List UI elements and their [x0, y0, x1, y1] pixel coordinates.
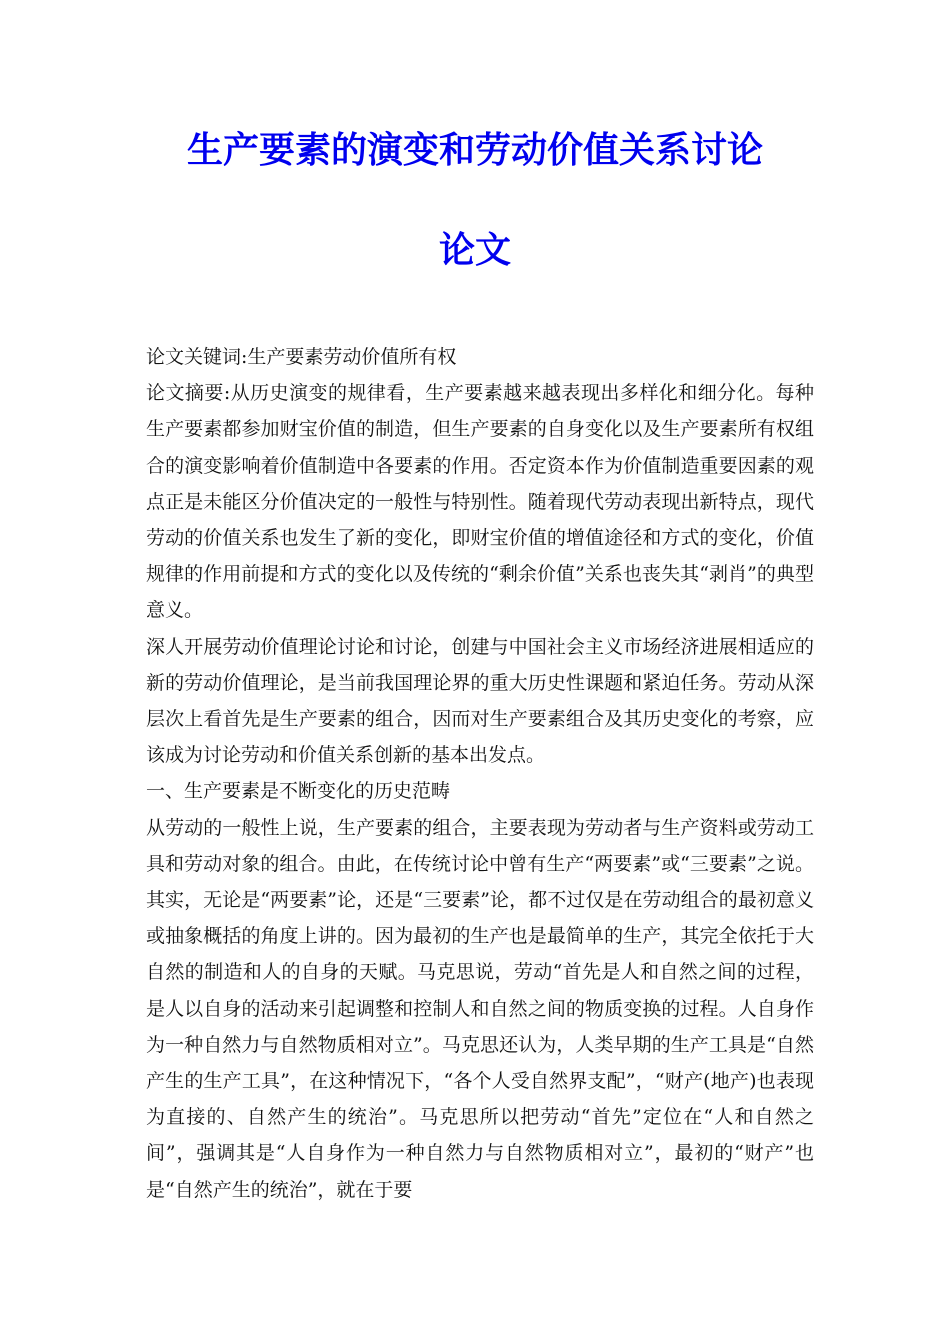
abstract-paragraph: 论文摘要:从历史演变的规律看，生产要素越来越表现出多样化和细分化。每种生产要素都参加财宝价值的制造，但生产要素的自身变化以及生产要素所有权组合的演变影响着价值制造中各要素的作用。否定资本作为价值制造重要因素的观点正是未能区分价值决定的一般性与特别性。随着现代劳动表现出新特点，现代劳动的价值关系也发生了新的变化，即财宝价值的增值途径和方式的变化，价值规律的作用前提和方式的变化以及传统的“剩余价值”关系也丧失其“剥肖”的典型意义。 [146, 382, 814, 622]
keywords-paragraph: 论文关键词:生产要素劳动价值所有权 [146, 346, 457, 368]
document-title-line-1: 生产要素的演变和劳动价值关系讨论 [186, 130, 763, 171]
body-paragraph: 从劳动的一般性上说，生产要素的组合，主要表现为劳动者与生产资料或劳动工具和劳动对象的组合。由此，在传统讨论中曾有生产“两要素”或“三要素”之说。其实，无论是“两要素”论，还是“三要素”论，都不过仅是在劳动组合的最初意义或抽象概括的角度上讲的。因为最初的生产也是最简单的生产，其完全依托于大自然的制造和人的自身的天赋。马克思说，劳动“首先是人和自然之间的过程，是人以自身的活动来引起调整和控制人和自然之间的物质变换的过程。人自身作为一种自然力与自然物质相对立”。马克思还认为，人类早期的生产工具是“自然产生的生产工具”，在这种情况下，“各个人受自然界支配”，“财产(地产)也表现为直接的、自然产生的统治”。马克思所以把劳动“首先”定位在“人和自然之间”，强调其是“人自身作为一种自然力与自然物质相对立”，最初的“财产”也是“自然产生的统治”，就在于要 [146, 816, 814, 1201]
document-body [146, 339, 814, 1208]
intro-paragraph: 深人开展劳动价值理论讨论和讨论，创建与中国社会主义市场经济进展相适应的新的劳动价值理论，是当前我国理论界的重大历史性课题和紧迫任务。劳动从深层次上看首先是生产要素的组合，因而对生产要素组合及其历史变化的考察，应该成为讨论劳动和价值关系创新的基本出发点。 [146, 635, 814, 767]
section-heading: 一、生产要素是不断变化的历史范畴 [146, 780, 451, 803]
document-title-line-2: 论文 [438, 230, 511, 271]
